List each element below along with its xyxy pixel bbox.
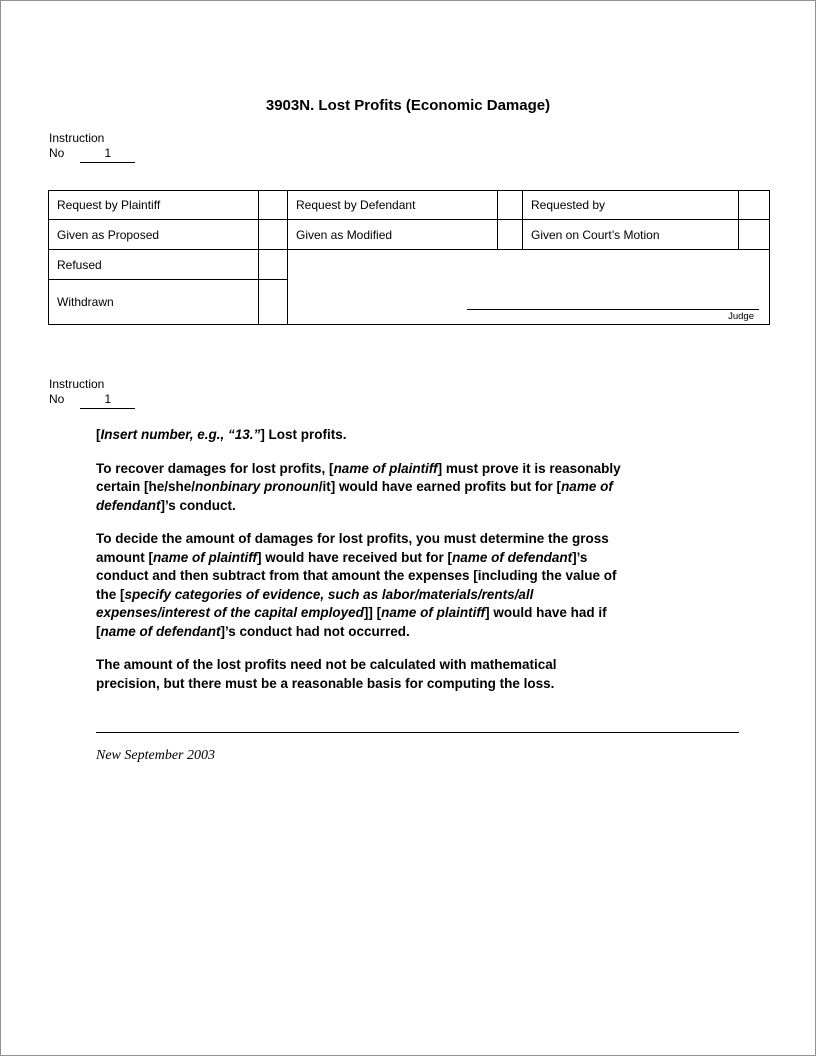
revision-note: New September 2003 — [96, 748, 215, 763]
footer-divider — [96, 732, 739, 733]
cell-given-on-courts-motion: Given on Court’s Motion — [523, 220, 739, 250]
checkbox-cell-withdrawn — [259, 280, 288, 325]
checkbox-cell-given-as-modified — [498, 220, 523, 250]
instruction-no-row — [49, 392, 135, 409]
checkbox-cell-requested-by — [739, 191, 770, 220]
checkbox-cell-given-as-proposed — [259, 220, 288, 250]
instruction-number-block-body — [49, 377, 135, 409]
instruction-label: Instruction — [49, 131, 105, 145]
cell-withdrawn: Withdrawn — [49, 280, 259, 325]
instruction-no-label: No — [49, 146, 65, 160]
body-paragraph-heading: [Insert number, e.g., “13.”] Lost profits. — [96, 427, 347, 442]
cell-given-as-proposed: Given as Proposed — [49, 220, 259, 250]
judge-signature-block — [467, 309, 759, 322]
table-row — [49, 250, 770, 280]
instruction-number-value: 1 — [80, 146, 135, 163]
checkbox-cell-refused — [259, 250, 288, 280]
instruction-body — [96, 426, 758, 708]
cell-requested-by: Requested by — [523, 191, 739, 220]
table-row — [49, 191, 770, 220]
instruction-label: Instruction — [49, 377, 105, 391]
checkbox-cell-request-by-plaintiff — [259, 191, 288, 220]
judge-signature-cell — [288, 250, 770, 325]
checkbox-cell-given-on-courts-motion — [739, 220, 770, 250]
instruction-number-block-top — [49, 131, 135, 163]
body-paragraph-recover-damages: To recover damages for lost profits, [name of plaintiff] must prove it is reasonably certain [he/she/nonbinary pronoun/it] would have earned profits but for [name of defendant]’s conduct. — [96, 460, 621, 513]
checkbox-cell-request-by-defendant — [498, 191, 523, 220]
cell-request-by-defendant: Request by Defendant — [288, 191, 498, 220]
status-table — [48, 190, 770, 325]
instruction-no-row — [49, 146, 135, 163]
table-row — [49, 220, 770, 250]
cell-request-by-plaintiff: Request by Plaintiff — [49, 191, 259, 220]
body-paragraph-mathematical-precision: The amount of the lost profits need not be calculated with mathematical precision, but there must be a reasonable basis for computing the loss. — [96, 657, 557, 691]
cell-refused: Refused — [49, 250, 259, 280]
page-title: 3903N. Lost Profits (Economic Damage) — [265, 97, 551, 114]
cell-given-as-modified: Given as Modified — [288, 220, 498, 250]
judge-label: Judge — [728, 311, 754, 322]
instruction-number-value: 1 — [80, 392, 135, 409]
body-paragraph-decide-amount: To decide the amount of damages for lost profits, you must determine the gross amount [name of plaintiff] would have received but for [name of defendant]’s conduct and then subtract from that amount the expenses [including the value of the [specify categories of evidence, such as labor/materials/rents/all expenses/interest of the capital employed]] [name of plaintiff] would have had if [name of defendant]’s conduct had not occurred. — [96, 531, 617, 639]
instruction-no-label: No — [49, 392, 65, 406]
